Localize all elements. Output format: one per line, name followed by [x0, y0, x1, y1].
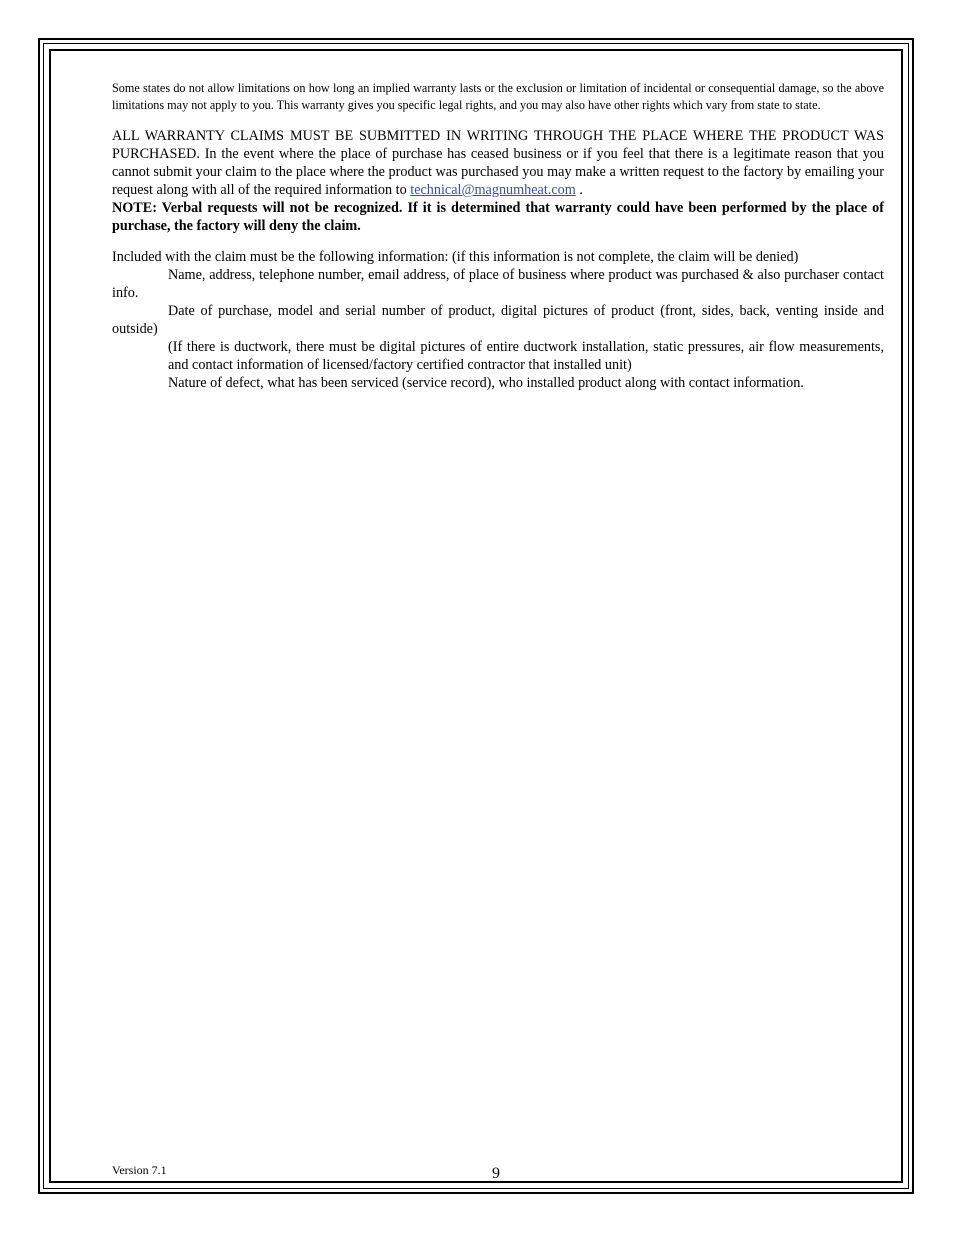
page-number: 9: [492, 1165, 500, 1182]
technical-email-link[interactable]: technical@magnumheat.com: [410, 182, 576, 198]
claim-info-item-ductwork: (If there is ductwork, there must be digital pictures of entire ductwork installation, static pressures, air flow measurements, and contact information of licensed/factory certified contractor that installed unit): [168, 339, 884, 373]
document-body: [112, 80, 884, 392]
warranty-claims-text: ALL WARRANTY CLAIMS MUST BE SUBMITTED IN WRITING THROUGH THE PLACE WHERE THE PRODUCT WAS PURCHASED. In the event where the place of purchase has ceased business or if you feel that there is a legitimate reason that you cannot submit your claim to the place where the product was purchased you may make a written request to the factory by emailing your request along with all of the required information to: [112, 128, 884, 198]
version-label: Version 7.1: [112, 1163, 167, 1177]
claim-info-section: [112, 248, 884, 392]
limitations-paragraph: Some states do not allow limitations on how long an implied warranty lasts or the exclusion or limitation of incidental or consequential damage, so the above limitations may not apply to you. This warranty gives you specific legal rights, and you may also have other rights which vary from state to state.: [112, 81, 884, 112]
verbal-requests-note: NOTE: Verbal requests will not be recognized. If it is determined that warranty could have been performed by the place of purchase, the factory will deny the claim.: [112, 200, 884, 234]
link-trailing-text: .: [575, 182, 583, 198]
claim-info-item-purchase: Date of purchase, model and serial number of product, digital pictures of product (front, sides, back, venting inside and outside): [112, 303, 884, 337]
claim-info-intro: Included with the claim must be the following information: (if this information is not complete, the claim will be denied): [112, 249, 799, 265]
claim-info-item-defect: Nature of defect, what has been serviced (service record), who installed product along with contact information.: [168, 375, 804, 391]
warranty-claims-paragraph: [112, 127, 884, 235]
claim-info-item-contact: Name, address, telephone number, email address, of place of business where product was purchased & also purchaser contact info.: [112, 267, 884, 301]
